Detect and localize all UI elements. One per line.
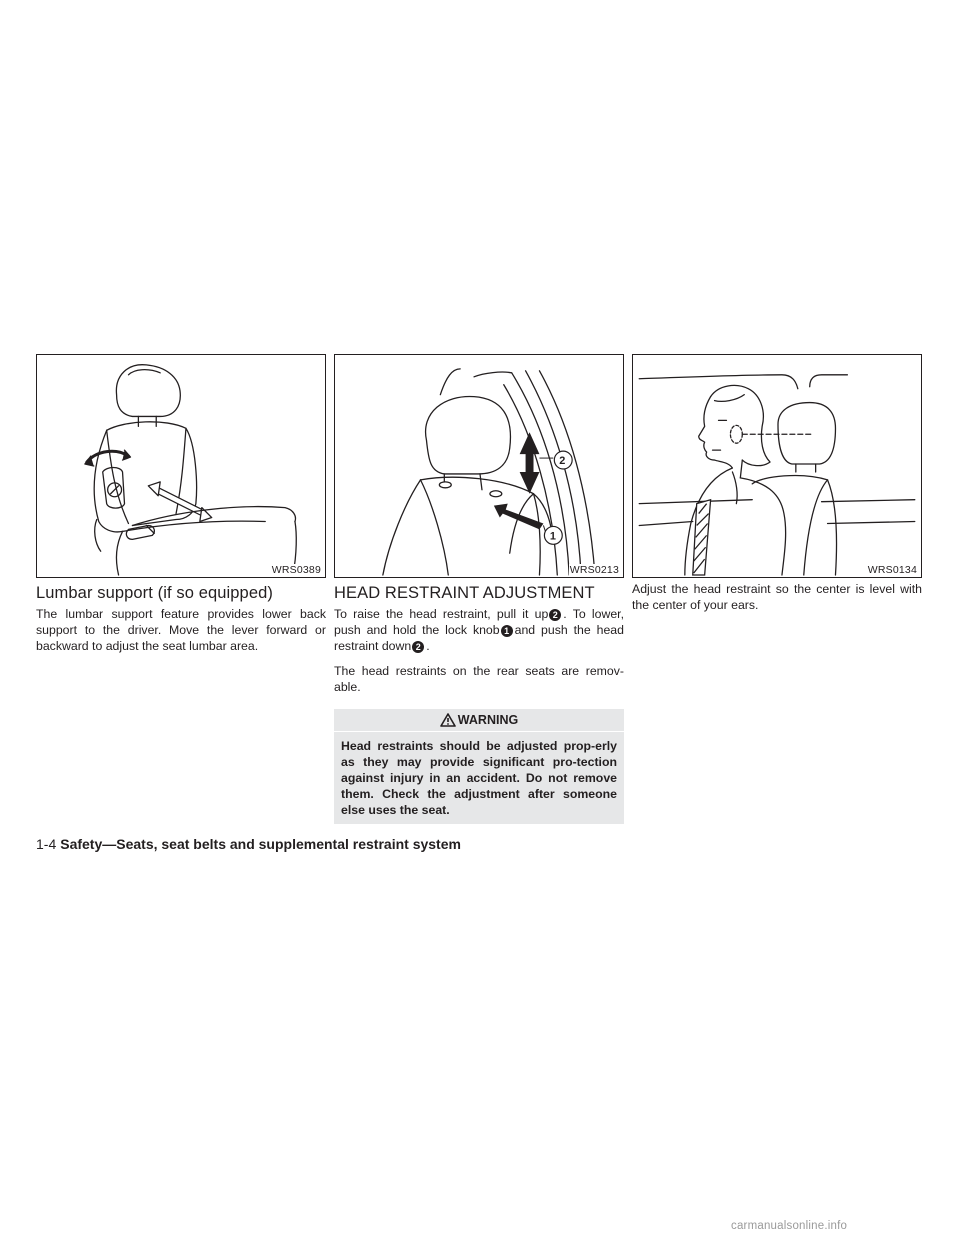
page-number: 1-4 (36, 836, 57, 852)
callout-2-label: 2 (559, 455, 566, 468)
figure-code: WRS0134 (867, 564, 917, 576)
section-heading-lumbar: Lumbar support (if so equipped) (36, 584, 273, 602)
watermark-text: carmanualsonline.info (731, 1220, 848, 1232)
head-restraint-paragraph-2: The head restraints on the rear seats are remov-able. (334, 664, 624, 694)
head-restraint-paragraph-1 (334, 606, 624, 654)
column-ear-alignment (632, 354, 922, 613)
figure-code: WRS0389 (271, 564, 321, 576)
text-fragment: To raise the head restraint, pull it up (334, 607, 549, 621)
callout-2-badge: 2 (412, 641, 424, 653)
figure-code: WRS0213 (569, 564, 619, 576)
text-fragment: . (426, 639, 430, 653)
section-heading-head-restraint: HEAD RESTRAINT ADJUSTMENT (334, 584, 595, 602)
callout-1-label: 1 (549, 530, 556, 543)
column-head-restraint (334, 354, 624, 824)
section-title: Safety—Seats, seat belts and supplemental restraint system (60, 836, 461, 852)
column-lumbar (36, 354, 326, 654)
warning-header (334, 709, 624, 732)
callout-1-badge: 1 (501, 625, 513, 637)
head-restraint-illustration (335, 355, 623, 577)
page-footer (36, 836, 461, 852)
lumbar-paragraph: The lumbar support feature provides lower back support to the driver. Move the lever forward or backward to adjust the seat lumbar area. (36, 607, 326, 653)
driver-head-restraint-illustration (633, 355, 921, 577)
seat-lumbar-illustration (37, 355, 325, 577)
callout-2-badge: 2 (549, 609, 561, 621)
figure-lumbar-seat (36, 354, 326, 578)
ear-alignment-paragraph: Adjust the head restraint so the center is level with the center of your ears. (632, 582, 922, 612)
text-fragment: and push the head restraint down (334, 623, 624, 653)
figure-ear-alignment (632, 354, 922, 578)
figure-head-restraint (334, 354, 624, 578)
text-fragment: . To lower, push and hold the lock knob (334, 607, 625, 637)
warning-text: Head restraints should be adjusted prop-erly as they may provide significant pro-tection against injury in an accident. Do not remove them. Check the adjustment after someone else uses the seat. (341, 739, 617, 817)
warning-title: WARNING (457, 713, 519, 727)
warning-box (334, 709, 624, 824)
warning-triangle-icon (440, 713, 456, 727)
